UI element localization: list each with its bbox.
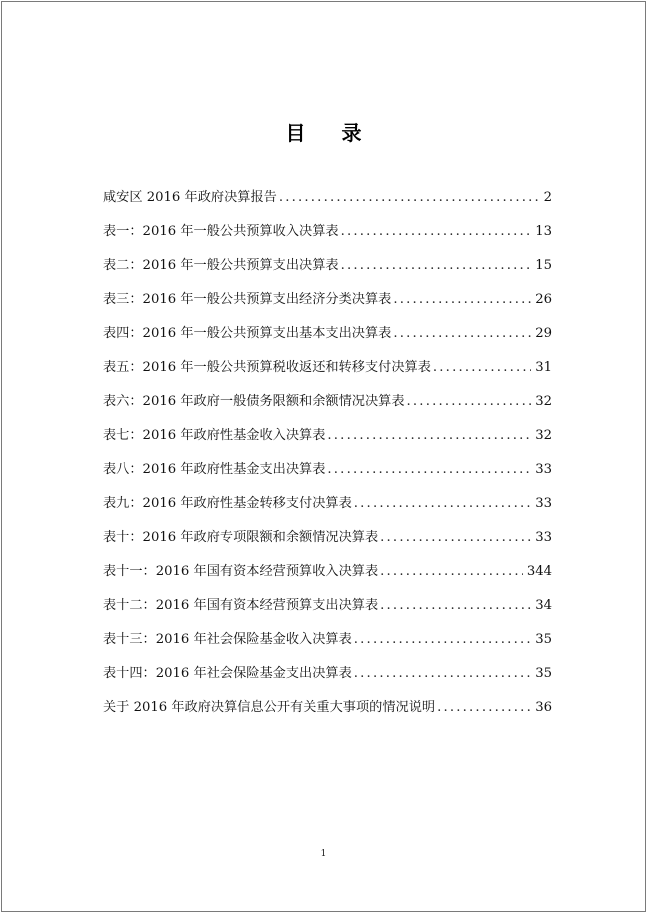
toc-dot-leader [380,530,531,545]
toc-entry-page-number: 33 [535,496,552,511]
toc-entry-label: 表四：2016 年一般公共预算支出基本支出决算表 [103,326,392,341]
toc-entry-label: 咸安区 2016 年政府决算报告 [103,190,277,205]
toc-entry-page-number: 2 [543,190,552,205]
toc-entry-label: 表六：2016 年政府一般债务限额和余额情况决算表 [103,394,405,409]
toc-entry[interactable] [103,560,552,594]
toc-entry[interactable] [103,254,552,288]
toc-dot-leader [393,292,531,307]
toc-entry[interactable] [103,424,552,458]
toc-dot-leader [354,496,531,511]
toc-dot-leader [393,326,531,341]
toc-dot-leader [380,564,523,579]
toc-entry-page-number: 33 [535,462,552,477]
toc-entry[interactable] [103,594,552,628]
toc-dot-leader [380,598,531,613]
toc-entry-label: 表十三：2016 年社会保险基金收入决算表 [103,632,352,647]
toc-dot-leader [437,700,531,715]
toc-dot-leader [407,394,532,409]
toc-entry[interactable] [103,322,552,356]
toc-entry-page-number: 32 [535,394,552,409]
toc-entry-page-number: 26 [535,292,552,307]
toc-entry-page-number: 34 [535,598,552,613]
toc-dot-leader [327,462,531,477]
toc-entry-page-number: 36 [535,700,552,715]
toc-entry-page-number: 33 [535,530,552,545]
toc-dot-leader [354,632,531,647]
toc-entry-label: 表十一：2016 年国有资本经营预算收入决算表 [103,564,379,579]
toc-entry-label: 表十二：2016 年国有资本经营预算支出决算表 [103,598,379,613]
toc-entry-page-number: 13 [535,224,552,239]
toc-entry[interactable] [103,628,552,662]
toc-entry[interactable] [103,492,552,526]
toc-entry-page-number: 32 [535,428,552,443]
toc-entry[interactable] [103,458,552,492]
document-page [1,1,646,912]
toc-entry-page-number: 29 [535,326,552,341]
toc-entry[interactable] [103,220,552,254]
toc-entry-page-number: 35 [535,632,552,647]
page-number: 1 [320,849,327,859]
toc-entry[interactable] [103,288,552,322]
table-of-contents [103,186,552,730]
toc-dot-leader [279,190,540,205]
toc-entry-page-number: 15 [535,258,552,273]
toc-entry-label: 表五：2016 年一般公共预算税收返还和转移支付决算表 [103,360,431,375]
toc-entry-label: 表十四：2016 年社会保险基金支出决算表 [103,666,352,681]
toc-entry[interactable] [103,696,552,730]
toc-entry[interactable] [103,390,552,424]
toc-entry-label: 表一：2016 年一般公共预算收入决算表 [103,224,339,239]
toc-entry-label: 表三：2016 年一般公共预算支出经济分类决算表 [103,292,392,307]
toc-entry-label: 关于 2016 年政府决算信息公开有关重大事项的情况说明 [103,700,436,715]
toc-dot-leader [327,428,531,443]
toc-dot-leader [433,360,531,375]
toc-entry-label: 表十：2016 年政府专项限额和余额情况决算表 [103,530,379,545]
toc-entry-label: 表七：2016 年政府性基金收入决算表 [103,428,326,443]
toc-entry-label: 表二：2016 年一般公共预算支出决算表 [103,258,339,273]
toc-dot-leader [354,666,531,681]
page-title: 目录 [285,121,398,145]
toc-entry-page-number: 344 [526,564,552,579]
toc-entry[interactable] [103,356,552,390]
toc-dot-leader [341,224,532,239]
toc-entry-page-number: 31 [535,360,552,375]
toc-entry-label: 表八：2016 年政府性基金支出决算表 [103,462,326,477]
toc-entry[interactable] [103,186,552,220]
toc-entry-label: 表九：2016 年政府性基金转移支付决算表 [103,496,352,511]
toc-entry[interactable] [103,662,552,696]
toc-entry[interactable] [103,526,552,560]
toc-dot-leader [341,258,532,273]
toc-entry-page-number: 35 [535,666,552,681]
